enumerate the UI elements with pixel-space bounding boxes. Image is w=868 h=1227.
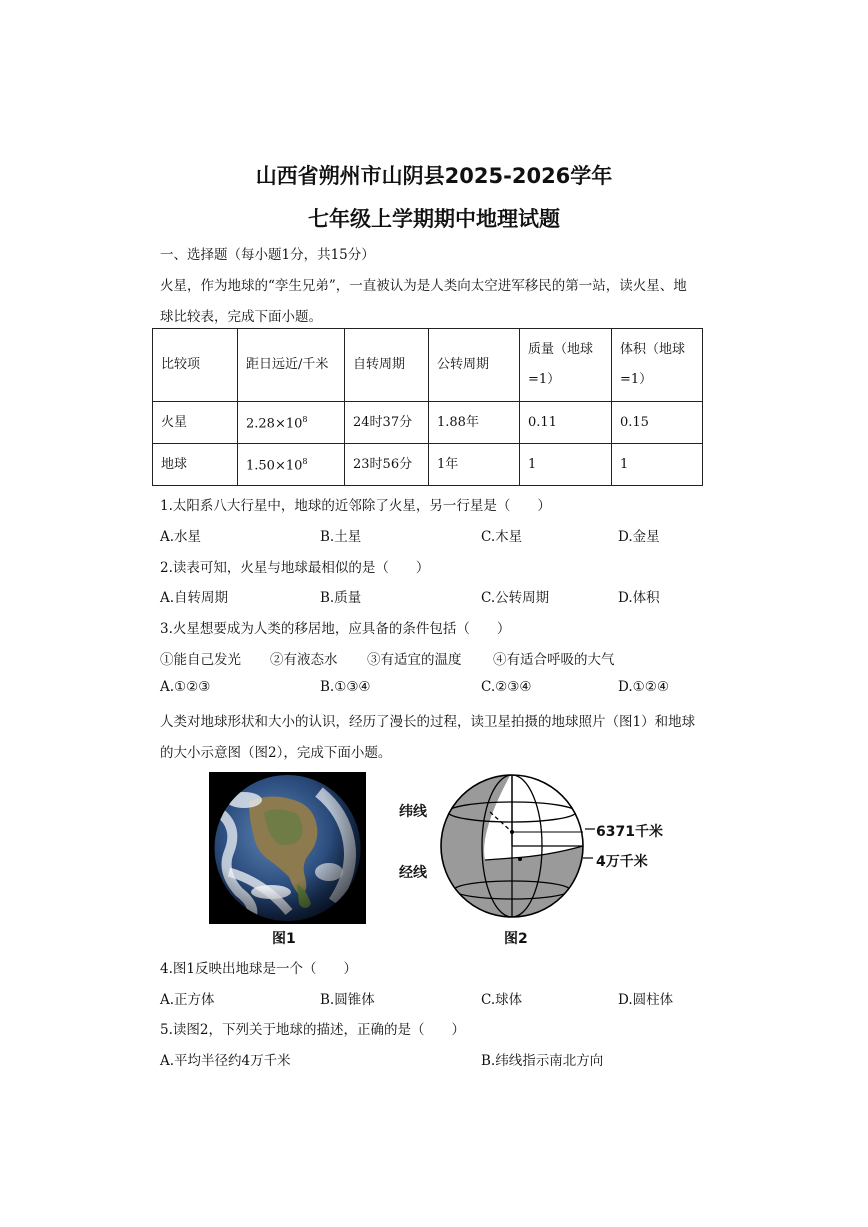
earth-size-diagram	[435, 772, 595, 924]
figure-caption: 图2	[504, 931, 528, 947]
table-cell: 1	[520, 444, 612, 486]
option-c[interactable]: C.球体	[481, 992, 523, 1008]
distance-exponent: 8	[302, 415, 308, 425]
table-cell: 23时56分	[345, 444, 429, 486]
earth-photo	[209, 772, 366, 924]
table-cell: 1年	[429, 444, 520, 486]
intro-text-line: 火星，作为地球的“孪生兄弟”，一直被认为是人类向太空进军移民的第一站，读火星、地	[160, 278, 687, 294]
question-stem: 1.太阳系八大行星中，地球的近邻除了火星，另一行星是（ ）	[160, 498, 551, 514]
option-d[interactable]: D.圆柱体	[618, 992, 674, 1008]
condition-item: ④有适合呼吸的大气	[493, 652, 615, 668]
table-cell: 火星	[153, 402, 238, 444]
table-header-cell: 体积（地球=1）	[612, 329, 703, 402]
circumference-label: 4万千米	[596, 854, 648, 870]
intro-text-line: 的大小示意图（图2），完成下面小题。	[160, 745, 392, 761]
option-d[interactable]: D.体积	[618, 590, 660, 606]
condition-item: ②有液态水	[270, 652, 338, 668]
table-header-cell: 质量（地球=1）	[520, 329, 612, 402]
option-b[interactable]: B.纬线指示南北方向	[481, 1053, 604, 1069]
intro-text-line: 人类对地球形状和大小的认识，经历了漫长的过程，读卫星拍摄的地球照片（图1）和地球	[160, 714, 696, 730]
table-cell: 0.15	[612, 402, 703, 444]
question-stem: 2.读表可知，火星与地球最相似的是（ ）	[160, 560, 430, 576]
figure-caption: 图1	[272, 931, 296, 947]
option-c[interactable]: C.木星	[481, 529, 523, 545]
distance-value: 2.28×10	[246, 416, 303, 432]
table-row	[153, 444, 703, 486]
table-header-cell: 自转周期	[345, 329, 429, 402]
option-d[interactable]: D.①②④	[618, 679, 669, 695]
option-b[interactable]: B.①③④	[320, 679, 371, 695]
page-title-line2: 七年级上学期期中地理试题	[308, 207, 560, 231]
latitude-label: 纬线	[399, 804, 427, 820]
question-stem: 3.火星想要成为人类的移居地，应具备的条件包括（ ）	[160, 621, 511, 637]
comparison-table	[152, 328, 703, 486]
table-cell: 1	[612, 444, 703, 486]
option-c[interactable]: C.公转周期	[481, 590, 550, 606]
table-header-cell: 比较项	[153, 329, 238, 402]
table-cell: 24时37分	[345, 402, 429, 444]
table-cell	[238, 402, 345, 444]
table-header-cell: 公转周期	[429, 329, 520, 402]
table-header-cell: 距日远近/千米	[238, 329, 345, 402]
option-b[interactable]: B.质量	[320, 590, 362, 606]
distance-exponent: 8	[302, 457, 308, 467]
option-a[interactable]: A.正方体	[160, 992, 215, 1008]
condition-item: ③有适宜的温度	[367, 652, 462, 668]
option-a[interactable]: A.平均半径约4万千米	[160, 1053, 291, 1069]
longitude-label: 经线	[399, 865, 427, 881]
condition-item: ①能自己发光	[160, 652, 241, 668]
distance-value: 1.50×10	[246, 458, 303, 474]
option-a[interactable]: A.水星	[160, 529, 202, 545]
table-header-row	[153, 329, 703, 402]
option-a[interactable]: A.①②③	[160, 679, 211, 695]
option-a[interactable]: A.自转周期	[160, 590, 229, 606]
page-title-line1: 山西省朔州市山阴县2025-2026学年	[255, 164, 613, 188]
table-cell	[238, 444, 345, 486]
table-cell: 地球	[153, 444, 238, 486]
option-c[interactable]: C.②③④	[481, 679, 532, 695]
section-heading: 一、选择题（每小题1分，共15分）	[160, 247, 375, 263]
option-b[interactable]: B.圆锥体	[320, 992, 375, 1008]
option-b[interactable]: B.土星	[320, 529, 362, 545]
question-stem: 5.读图2，下列关于地球的描述，正确的是（ ）	[160, 1022, 465, 1038]
option-d[interactable]: D.金星	[618, 529, 660, 545]
table-cell: 1.88年	[429, 402, 520, 444]
question-stem: 4.图1反映出地球是一个（ ）	[160, 961, 357, 977]
table-row	[153, 402, 703, 444]
intro-text-line: 球比较表，完成下面小题。	[160, 309, 322, 325]
radius-label: 6371千米	[596, 824, 663, 840]
table-cell: 0.11	[520, 402, 612, 444]
